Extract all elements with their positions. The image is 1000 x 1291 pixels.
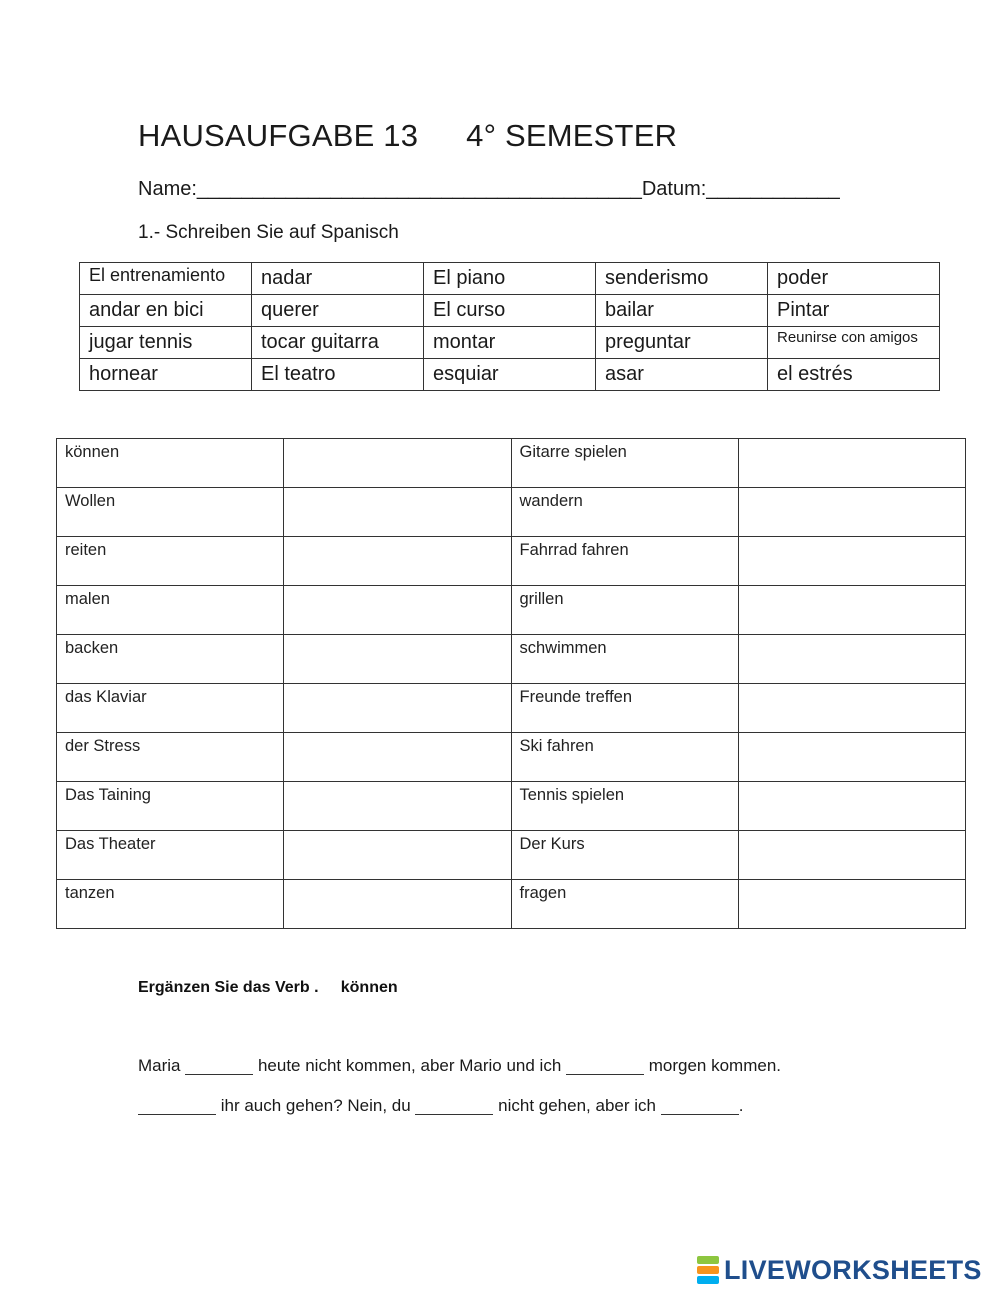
german-term-cell: Fahrrad fahren [511,537,738,586]
answer-input[interactable] [284,831,510,879]
answer-input[interactable] [739,537,965,585]
answer-input[interactable] [739,488,965,536]
translation-row [57,684,966,733]
vocab-cell: querer [252,295,424,327]
vocab-row [80,295,940,327]
exercise-2-instruction: Ergänzen Sie das Verb . [138,979,319,996]
sentence-text: nicht gehen, aber ich [493,1096,661,1115]
title-homework: HAUSAUFGABE 13 [138,118,419,153]
vocab-cell: El teatro [252,359,424,391]
blank-input-2[interactable] [566,1058,644,1075]
answer-cell[interactable] [284,537,511,586]
translation-row [57,439,966,488]
blank-input-5[interactable] [661,1098,739,1115]
german-term-cell: Ski fahren [511,733,738,782]
answer-input[interactable] [739,586,965,634]
answer-cell[interactable] [738,782,965,831]
instruction-1: 1.- Schreiben Sie auf Spanisch [138,222,399,243]
vocab-cell: nadar [252,263,424,295]
translation-row [57,880,966,929]
vocab-cell: asar [596,359,768,391]
answer-cell[interactable] [738,635,965,684]
german-term-cell: Der Kurs [511,831,738,880]
logo-icon-bar [697,1266,719,1274]
liveworksheets-logo [697,1255,982,1285]
answer-cell[interactable] [284,782,511,831]
vocab-cell: Pintar [768,295,940,327]
translation-row [57,733,966,782]
exercise-2-heading [138,979,398,997]
german-term-cell: reiten [57,537,284,586]
translation-row [57,537,966,586]
german-term-cell: malen [57,586,284,635]
german-term-cell: Das Theater [57,831,284,880]
german-term-cell: tanzen [57,880,284,929]
vocab-cell: tocar guitarra [252,327,424,359]
answer-input[interactable] [284,537,510,585]
german-term-cell: Tennis spielen [511,782,738,831]
german-term-cell: fragen [511,880,738,929]
answer-cell[interactable] [284,880,511,929]
name-date-line: Name:________________________________________Datum:____________ [138,178,840,200]
vocab-row [80,359,940,391]
vocab-table [79,262,940,391]
answer-input[interactable] [739,635,965,683]
answer-input[interactable] [284,439,510,487]
answer-input[interactable] [284,684,510,732]
logo-text: LIVEWORKSHEETS [724,1254,982,1285]
vocab-cell: esquiar [424,359,596,391]
blank-input-4[interactable] [415,1098,493,1115]
logo-icon-bar [697,1276,719,1284]
german-term-cell: schwimmen [511,635,738,684]
translation-row [57,586,966,635]
vocab-cell: el estrés [768,359,940,391]
german-term-cell: können [57,439,284,488]
vocab-cell: andar en bici [80,295,252,327]
answer-cell[interactable] [738,733,965,782]
sentence-text: . [738,1096,744,1115]
german-term-cell: der Stress [57,733,284,782]
answer-cell[interactable] [738,537,965,586]
answer-cell[interactable] [284,635,511,684]
vocab-row [80,263,940,295]
answer-input[interactable] [284,880,510,928]
vocab-cell: Reunirse con amigos [768,327,940,359]
answer-cell[interactable] [284,586,511,635]
page-title [138,118,677,154]
blank-field[interactable] [566,1061,644,1077]
sentence-text: ihr auch gehen? Nein, du [216,1096,416,1115]
sentence-text: morgen kommen. [644,1056,782,1075]
answer-cell[interactable] [738,684,965,733]
title-semester: 4° SEMESTER [466,118,678,153]
answer-cell[interactable] [738,831,965,880]
answer-cell[interactable] [284,684,511,733]
answer-cell[interactable] [738,439,965,488]
translation-table [56,438,966,929]
answer-input[interactable] [739,831,965,879]
answer-input[interactable] [739,684,965,732]
answer-input[interactable] [739,439,965,487]
sentence-1 [138,1056,781,1076]
german-term-cell: Wollen [57,488,284,537]
vocab-cell: El entrenamiento [80,263,252,295]
sentence-text: Maria [138,1056,186,1075]
german-term-cell: Das Taining [57,782,284,831]
liveworksheets-logo-icon [697,1256,721,1284]
vocab-cell: hornear [80,359,252,391]
german-term-cell: Gitarre spielen [511,439,738,488]
answer-input[interactable] [739,880,965,928]
vocab-cell: montar [424,327,596,359]
answer-input[interactable] [739,733,965,781]
answer-input[interactable] [284,782,510,830]
answer-cell[interactable] [284,488,511,537]
answer-cell[interactable] [738,880,965,929]
vocab-cell: preguntar [596,327,768,359]
translation-row [57,488,966,537]
vocab-row [80,327,940,359]
german-term-cell: Freunde treffen [511,684,738,733]
german-term-cell: wandern [511,488,738,537]
answer-cell[interactable] [284,439,511,488]
vocab-cell: El curso [424,295,596,327]
german-term-cell: backen [57,635,284,684]
answer-cell[interactable] [284,831,511,880]
blank-input-3[interactable] [138,1098,216,1115]
answer-input[interactable] [284,733,510,781]
blank-field[interactable] [138,1101,216,1117]
german-term-cell: das Klaviar [57,684,284,733]
answer-cell[interactable] [738,586,965,635]
answer-input[interactable] [284,635,510,683]
answer-input[interactable] [284,586,510,634]
vocab-cell: senderismo [596,263,768,295]
answer-cell[interactable] [284,733,511,782]
answer-input[interactable] [739,782,965,830]
answer-cell[interactable] [738,488,965,537]
sentence-2 [138,1096,743,1116]
logo-icon-bar [697,1256,719,1264]
blank-field[interactable] [415,1101,493,1117]
german-term-cell: grillen [511,586,738,635]
blank-field[interactable] [661,1101,739,1117]
blank-input-1[interactable] [185,1058,253,1075]
answer-input[interactable] [284,488,510,536]
vocab-cell: El piano [424,263,596,295]
vocab-cell: poder [768,263,940,295]
translation-row [57,635,966,684]
translation-row [57,782,966,831]
blank-field[interactable] [185,1061,253,1077]
vocab-cell: bailar [596,295,768,327]
translation-row [57,831,966,880]
exercise-2-verb: können [340,979,398,996]
sentence-text: heute nicht kommen, aber Mario und ich [253,1056,567,1075]
vocab-cell: jugar tennis [80,327,252,359]
